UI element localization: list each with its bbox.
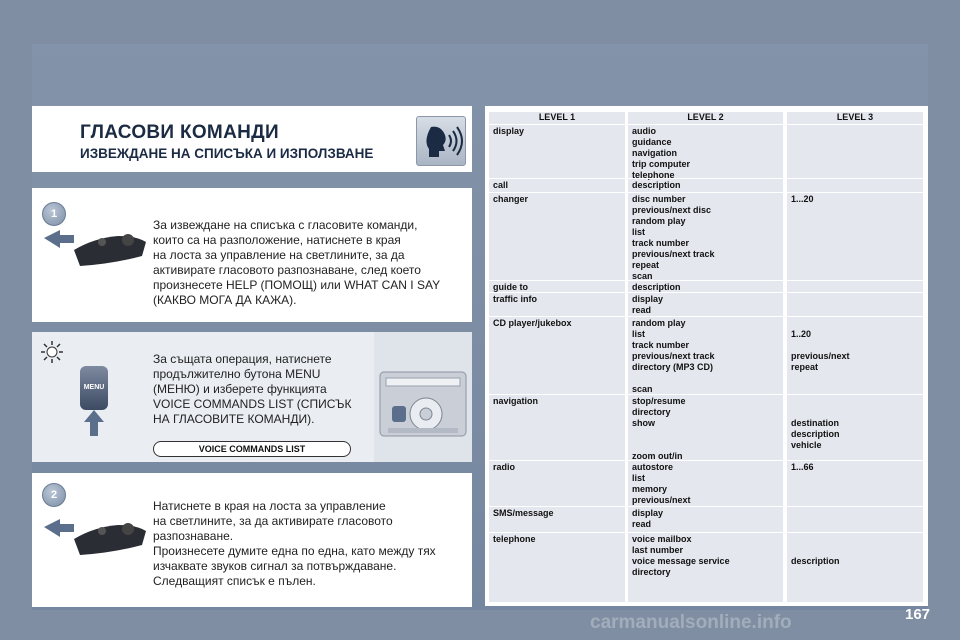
tip-panel <box>32 332 472 462</box>
arrow-icon <box>44 519 74 537</box>
level2-cell: previous/next <box>632 495 691 505</box>
tip-line: За същата операция, натиснете <box>153 352 332 366</box>
level2-cell: previous/next track <box>632 249 715 259</box>
level1-cell: radio <box>493 462 516 472</box>
menu-button-illustration: MENU <box>80 366 108 410</box>
level2-cell: show <box>632 418 656 428</box>
level1-cell: guide to <box>493 282 528 292</box>
step2-text <box>153 499 436 589</box>
level2-cell: scan <box>632 271 653 281</box>
level2-cell: directory <box>632 567 671 577</box>
level1-cell: navigation <box>493 396 539 406</box>
level3-cell: 1...66 <box>791 462 814 472</box>
light-stalk-illustration <box>40 224 152 280</box>
table-row <box>485 124 928 125</box>
step1-line: произнесете HELP (ПОМОЩ) или WHAT CAN I SAY <box>153 278 441 292</box>
level2-cell: previous/next disc <box>632 205 712 215</box>
step1-line: (КАКВО МОГА ДА КАЖА). <box>153 293 297 307</box>
level1-cell: changer <box>493 194 529 204</box>
step2-line: Натиснете в края на лоста за управление <box>153 499 386 513</box>
level2-cell: audio <box>632 126 656 136</box>
tip-text <box>153 352 351 427</box>
table-row <box>485 280 928 281</box>
level2-cell: list <box>632 329 646 339</box>
voice-command-icon <box>416 116 466 166</box>
level3-cell: vehicle <box>791 440 822 450</box>
level3-cell: destination <box>791 418 840 428</box>
level2-cell: description <box>632 282 681 292</box>
tip-line: НА ГЛАСОВИТЕ КОМАНДИ). <box>153 412 315 426</box>
level2-cell: guidance <box>632 137 672 147</box>
step1-line: които са на разположение, натиснете в края <box>153 233 401 247</box>
level2-header: LEVEL 2 <box>687 112 724 122</box>
table-row <box>485 178 928 179</box>
up-arrow-icon <box>82 410 106 438</box>
light-stalk-illustration-2 <box>40 513 152 569</box>
step1-text <box>153 218 440 308</box>
level1-cell: display <box>493 126 525 136</box>
page-subtitle: ИЗВЕЖДАНЕ НА СПИСЪКА И ИЗПОЛЗВАНЕ <box>80 146 374 161</box>
step1-line: активирате гласовото разпознаване, след което <box>153 263 421 277</box>
page-number: 167 <box>905 606 931 623</box>
table-row <box>485 506 928 507</box>
level2-cell: scan <box>632 384 653 394</box>
level2-cell: random play <box>632 318 686 328</box>
tip-lightbulb-icon <box>40 340 64 364</box>
level2-cell: repeat <box>632 260 660 270</box>
step2-line: разпознаване. <box>153 529 234 543</box>
voice-commands-list-button: VOICE COMMANDS LIST <box>153 441 351 457</box>
title-panel <box>32 106 472 172</box>
level2-cell: voice message service <box>632 556 730 566</box>
level1-cell: SMS/message <box>493 508 554 518</box>
level1-cell: call <box>493 180 509 190</box>
step2-line: на светлините, за да активирате гласовото <box>153 514 393 528</box>
page-title: ГЛАСОВИ КОМАНДИ <box>80 122 279 143</box>
level3-cell: repeat <box>791 362 819 372</box>
level2-cell: list <box>632 473 646 483</box>
step1-badge: 1 <box>42 202 66 226</box>
step1-line: За извеждане на списъка с гласовите команди, <box>153 218 418 232</box>
level1-cell: telephone <box>493 534 536 544</box>
step1-line: на лоста за управление на светлините, за да <box>153 248 405 262</box>
level3-cell: 1..20 <box>791 329 812 339</box>
level2-cell: autostore <box>632 462 674 472</box>
level2-cell: directory <box>632 407 671 417</box>
table-row <box>485 316 928 317</box>
level2-cell: stop/resume <box>632 396 686 406</box>
level3-cell: description <box>791 429 840 439</box>
watermark: carmanualsonline.info <box>590 612 792 633</box>
step2-line: изчаквате звуков сигнал за потвърждаване. <box>153 559 397 573</box>
step1-panel <box>32 188 472 322</box>
level2-cell: random play <box>632 216 686 226</box>
level1-cell: traffic info <box>493 294 537 304</box>
level2-cell: read <box>632 519 652 529</box>
table-row <box>485 292 928 293</box>
step2-panel <box>32 473 472 607</box>
table-row <box>485 532 928 533</box>
voice-commands-table <box>485 106 928 606</box>
level2-cell: last number <box>632 545 684 555</box>
tip-line: (МЕНЮ) и изберете функцията <box>153 382 327 396</box>
level1-header: LEVEL 1 <box>538 112 576 122</box>
step2-badge: 2 <box>42 483 66 507</box>
table-row <box>485 460 928 461</box>
level2-cell: previous/next track <box>632 351 715 361</box>
level2-cell: description <box>632 180 681 190</box>
level2-cell: memory <box>632 484 668 494</box>
level2-cell: read <box>632 305 652 315</box>
level2-cell: display <box>632 508 664 518</box>
level2-cell: voice mailbox <box>632 534 692 544</box>
level2-cell: display <box>632 294 664 304</box>
level3-cell: description <box>791 556 840 566</box>
level2-cell: directory (MP3 CD) <box>632 362 714 372</box>
radio-unit-illustration <box>374 332 472 462</box>
level1-cell: CD player/jukebox <box>493 318 572 328</box>
level2-cell: list <box>632 227 646 237</box>
arrow-icon <box>44 230 74 248</box>
level3-cell: 1...20 <box>791 194 814 204</box>
step2-line: Произнесете думите една по една, като между тях <box>153 544 436 558</box>
tip-line: VOICE COMMANDS LIST (СПИСЪК <box>153 397 352 411</box>
level2-cell: track number <box>632 340 690 350</box>
level2-cell: trip computer <box>632 159 691 169</box>
table-row <box>485 192 928 193</box>
step2-line: Следващият списък е пълен. <box>153 574 316 588</box>
level2-cell: zoom out/in <box>632 451 683 461</box>
level2-cell: track number <box>632 238 690 248</box>
level1-column <box>489 112 625 602</box>
level2-cell: telephone <box>632 170 675 180</box>
table-row <box>485 394 928 395</box>
level2-cell: disc number <box>632 194 686 204</box>
level3-cell: previous/next <box>791 351 850 361</box>
tip-line: продължително бутона MENU <box>153 367 321 381</box>
level2-cell: navigation <box>632 148 678 158</box>
level3-header: LEVEL 3 <box>836 112 874 122</box>
